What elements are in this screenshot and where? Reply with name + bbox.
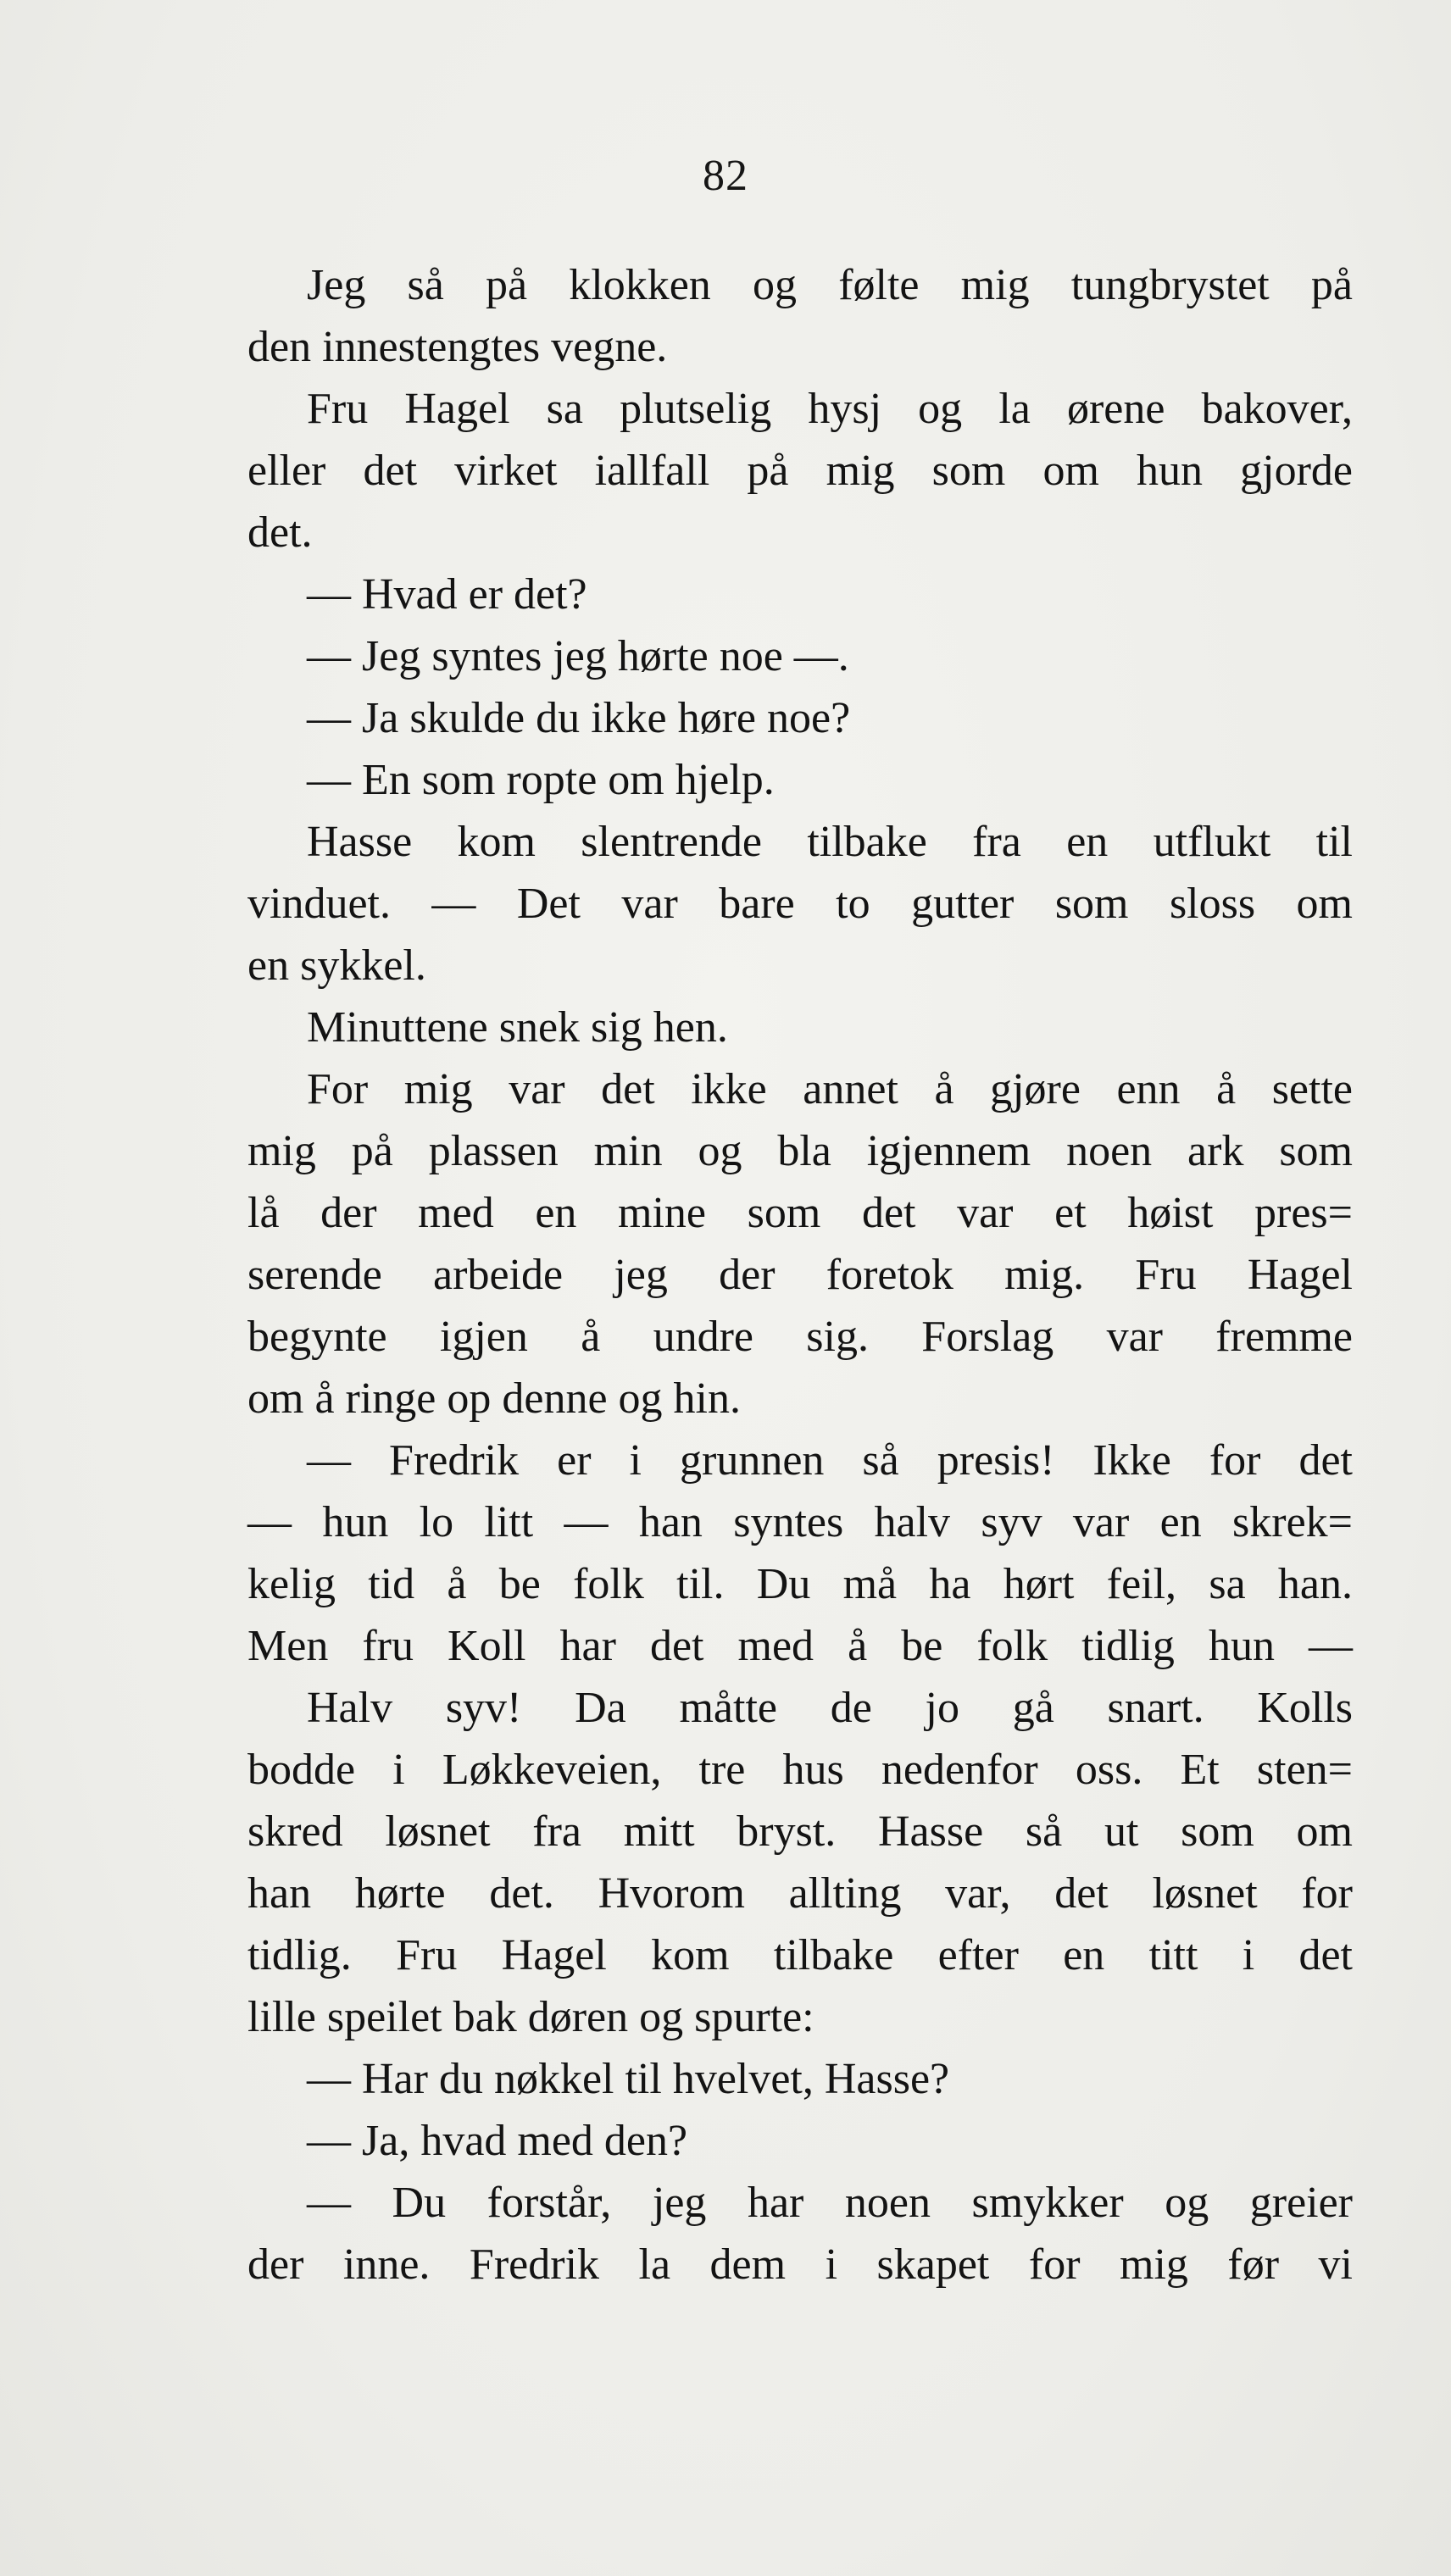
text-line: serende arbeide jeg der foretok mig. Fru Hagel (247, 1251, 1353, 1299)
text-line: — Jeg syntes jeg hørte noe —. (307, 632, 849, 680)
text-line: — Du forstår, jeg har noen smykker og greier (307, 2179, 1353, 2227)
text-line: han hørte det. Hvorom allting var, det løsnet for (247, 1869, 1353, 1918)
text-line: den innestengtes vegne. (247, 323, 668, 371)
text-line: skred løsnet fra mitt bryst. Hasse så ut som om (247, 1807, 1353, 1856)
text-line: lå der med en mine som det var et høist pres= (247, 1189, 1353, 1237)
text-line: Minuttene snek sig hen. (307, 1003, 728, 1052)
text-line: — Ja skulde du ikke høre noe? (307, 694, 851, 742)
text-line: — Ja, hvad med den? (307, 2117, 688, 2165)
text-line: Men fru Koll har det med å be folk tidlig hun — (247, 1622, 1353, 1670)
text-line: mig på plassen min og bla igjennem noen ark som (247, 1127, 1353, 1175)
text-line: For mig var det ikke annet å gjøre enn å sette (307, 1065, 1353, 1113)
text-line: Hasse kom slentrende tilbake fra en utflukt til (307, 818, 1353, 866)
text-line: — hun lo litt — han syntes halv syv var en skrek= (247, 1498, 1353, 1546)
body-text (247, 254, 1353, 2296)
text-line: Fru Hagel sa plutselig hysj og la ørene bakover, (307, 385, 1353, 433)
text-line: tidlig. Fru Hagel kom tilbake efter en titt i det (247, 1931, 1353, 1979)
text-line: begynte igjen å undre sig. Forslag var fremme (247, 1313, 1353, 1361)
text-line: det. (247, 508, 313, 557)
text-line: — En som ropte om hjelp. (307, 756, 775, 804)
text-line: — Hvad er det? (307, 570, 587, 619)
text-line: vinduet. — Det var bare to gutter som sloss om (247, 880, 1353, 928)
text-line: om å ringe op denne og hin. (247, 1374, 741, 1423)
text-line: — Fredrik er i grunnen så presis! Ikke for det (307, 1436, 1353, 1485)
text-line: lille speilet bak døren og spurte: (247, 1993, 814, 2041)
text-line: — Har du nøkkel til hvelvet, Hasse? (307, 2055, 950, 2103)
text-line: eller det virket iallfall på mig som om hun gjorde (247, 447, 1353, 495)
text-line: Halv syv! Da måtte de jo gå snart. Kolls (307, 1684, 1353, 1732)
text-line: bodde i Løkkeveien, tre hus nedenfor oss. Et sten= (247, 1746, 1353, 1794)
text-line: kelig tid å be folk til. Du må ha hørt feil, sa han. (247, 1560, 1353, 1608)
text-line: Jeg så på klokken og følte mig tungbrystet på (307, 261, 1353, 309)
page-number: 82 (703, 152, 748, 200)
text-line: en sykkel. (247, 941, 426, 990)
text-line: der inne. Fredrik la dem i skapet for mig før vi (247, 2240, 1353, 2289)
